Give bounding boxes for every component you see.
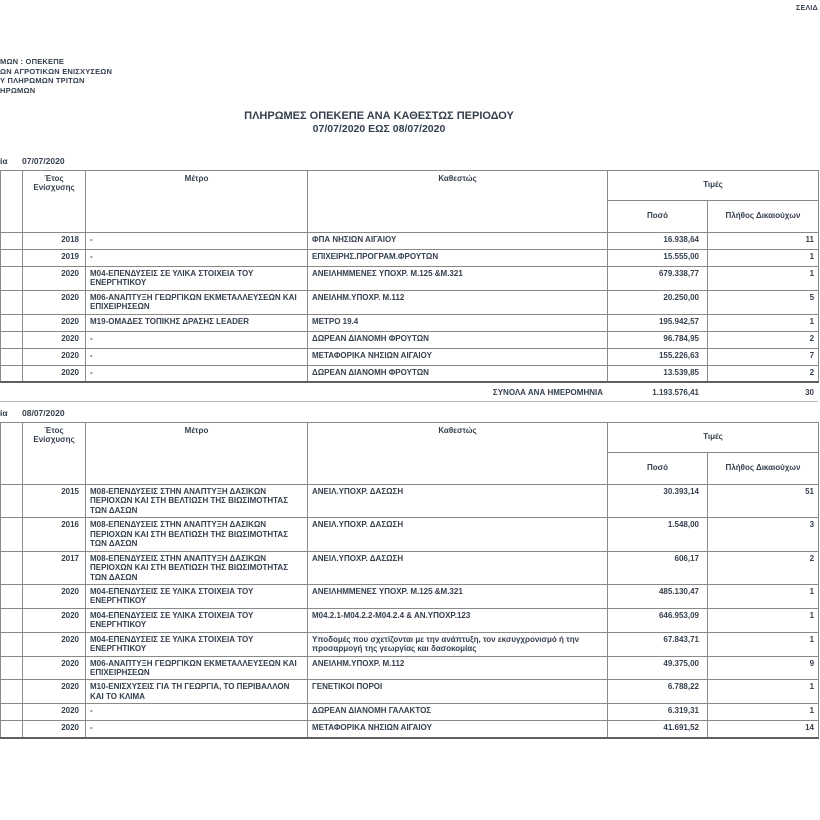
year-cell: 2020: [23, 267, 86, 291]
date-value: 08/07/2020: [22, 408, 65, 418]
row-prefix-cell: [1, 551, 23, 584]
totals-label: ΣΥΝΟΛΑ ΑΝΑ ΗΜΕΡΟΜΗΝΙΑ: [492, 388, 603, 398]
payments-table: [0, 170, 819, 383]
regime-cell: ΑΝΕΙΛΗΜΜΕΝΕΣ ΥΠΟΧΡ. Μ.125 &Μ.321: [308, 584, 608, 608]
column-header-measure: Μέτρο: [86, 171, 308, 233]
measure-cell: Μ04-ΕΠΕΝΔΥΣΕΙΣ ΣΕ ΥΛΙΚΑ ΣΤΟΙΧΕΙΑ ΤΟΥ ΕΝΕΡΓΗΤΙΚΟΥ: [86, 584, 308, 608]
year-cell: 2020: [23, 348, 86, 365]
year-cell: 2020: [23, 290, 86, 314]
row-prefix-cell: [1, 584, 23, 608]
measure-cell: Μ10-ΕΝΙΣΧΥΣΕΙΣ ΓΙΑ ΤΗ ΓΕΩΡΓΙΑ, ΤΟ ΠΕΡΙΒΑΛΛΟΝ ΚΑΙ ΤΟ ΚΛΙΜΑ: [86, 680, 308, 704]
org-header-line: Υ ΠΛΗΡΩΜΩΝ ΤΡΙΤΩΝ: [0, 76, 85, 85]
date-label-fragment: ία: [0, 156, 8, 166]
table-row: [1, 551, 819, 584]
table-row: [1, 365, 819, 382]
row-prefix-cell: [1, 656, 23, 680]
amount-cell: 1.548,00: [608, 518, 708, 551]
year-cell: 2020: [23, 680, 86, 704]
amount-cell: 195.942,57: [608, 314, 708, 331]
count-cell: 5: [708, 290, 819, 314]
regime-cell: ΑΝΕΙΛΗΜΜΕΝΕΣ ΥΠΟΧΡ. Μ.125 &Μ.321: [308, 267, 608, 291]
column-header-values: Τιμές: [608, 171, 819, 201]
row-prefix-cell: [1, 233, 23, 250]
column-header-regime: Καθεστώς: [308, 171, 608, 233]
measure-cell: -: [86, 365, 308, 382]
regime-cell: ΓΕΝΕΤΙΚΟΙ ΠΟΡΟΙ: [308, 680, 608, 704]
date-label: [0, 156, 818, 170]
count-cell: 3: [708, 518, 819, 551]
table-row: [1, 704, 819, 721]
count-cell: 1: [708, 584, 819, 608]
org-header-line: ΩΝ ΑΓΡΟΤΙΚΩΝ ΕΝΙΣΧΥΣΕΩΝ: [0, 66, 113, 76]
report-title: [0, 110, 758, 136]
count-cell: 2: [708, 365, 819, 382]
column-header-amount: Ποσό: [608, 201, 708, 233]
count-cell: 1: [708, 608, 819, 632]
row-prefix-cell: [1, 518, 23, 551]
table-row: [1, 632, 819, 656]
row-prefix-cell: [1, 267, 23, 291]
measure-cell: Μ08-ΕΠΕΝΔΥΣΕΙΣ ΣΤΗΝ ΑΝΑΠΤΥΞΗ ΔΑΣΙΚΩΝ ΠΕΡΙΟΧΩΝ ΚΑΙ ΣΤΗ ΒΕΛΤΙΩΣΗ ΤΗΣ ΒΙΩΣΙΜΟΤΗΤΑΣ ΤΩΝ ΔΑΣΩΝ: [86, 551, 308, 584]
year-cell: 2020: [23, 632, 86, 656]
count-cell: 1: [708, 314, 819, 331]
table-row: [1, 267, 819, 291]
year-cell: 2020: [23, 314, 86, 331]
payments-section-07-07-2020: [0, 156, 818, 402]
column-header-count: Πλήθος Δικαιούχων: [708, 453, 819, 485]
regime-cell: ΑΝΕΙΛ.ΥΠΟΧΡ. ΔΑΣΩΣΗ: [308, 485, 608, 518]
table-row: [1, 608, 819, 632]
measure-cell: Μ04-ΕΠΕΝΔΥΣΕΙΣ ΣΕ ΥΛΙΚΑ ΣΤΟΙΧΕΙΑ ΤΟΥ ΕΝΕΡΓΗΤΙΚΟΥ: [86, 608, 308, 632]
count-cell: 11: [708, 233, 819, 250]
table-row: [1, 721, 819, 738]
regime-cell: ΑΝΕΙΛΗΜ.ΥΠΟΧΡ. Μ.112: [308, 656, 608, 680]
payments-section-08-07-2020: [0, 408, 818, 739]
amount-cell: 646.953,09: [608, 608, 708, 632]
date-label: [0, 408, 818, 422]
count-cell: 51: [708, 485, 819, 518]
measure-cell: Μ06-ΑΝΑΠΤΥΞΗ ΓΕΩΡΓΙΚΩΝ ΕΚΜΕΤΑΛΛΕΥΣΕΩΝ ΚΑΙ ΕΠΙΧΕΙΡΗΣΕΩΝ: [86, 656, 308, 680]
measure-cell: Μ04-ΕΠΕΝΔΥΣΕΙΣ ΣΕ ΥΛΙΚΑ ΣΤΟΙΧΕΙΑ ΤΟΥ ΕΝΕΡΓΗΤΙΚΟΥ: [86, 632, 308, 656]
report-title-text: ΠΛΗΡΩΜΕΣ ΟΠΕΚΕΠΕ ΑΝΑ ΚΑΘΕΣΤΩΣ ΠΕΡΙΟΔΟΥ: [244, 110, 514, 122]
column-header-year: Έτος Ενίσχυσης: [23, 171, 86, 233]
table-row: [1, 656, 819, 680]
year-cell: 2020: [23, 331, 86, 348]
amount-cell: 41.691,52: [608, 721, 708, 738]
measure-cell: Μ19-ΟΜΑΔΕΣ ΤΟΠΙΚΗΣ ΔΡΑΣΗΣ LEADER: [86, 314, 308, 331]
org-header-line: ΜΩΝ : ΟΠΕΚΕΠΕ: [0, 57, 65, 66]
totals-amount: 1.193.576,41: [652, 388, 699, 398]
payments-table: [0, 422, 819, 739]
year-cell: 2019: [23, 250, 86, 267]
table-row: [1, 314, 819, 331]
table-row: [1, 250, 819, 267]
year-cell: 2020: [23, 584, 86, 608]
row-prefix-cell: [1, 608, 23, 632]
year-cell: 2017: [23, 551, 86, 584]
table-row: [1, 348, 819, 365]
measure-cell: -: [86, 331, 308, 348]
date-totals-row: [0, 383, 818, 402]
amount-cell: 16.938,64: [608, 233, 708, 250]
amount-cell: 6.319,31: [608, 704, 708, 721]
row-prefix-cell: [1, 632, 23, 656]
amount-cell: 96.784,95: [608, 331, 708, 348]
date-value: 07/07/2020: [22, 156, 65, 166]
year-cell: 2016: [23, 518, 86, 551]
measure-cell: Μ06-ΑΝΑΠΤΥΞΗ ΓΕΩΡΓΙΚΩΝ ΕΚΜΕΤΑΛΛΕΥΣΕΩΝ ΚΑΙ ΕΠΙΧΕΙΡΗΣΕΩΝ: [86, 290, 308, 314]
regime-cell: ΔΩΡΕΑΝ ΔΙΑΝΟΜΗ ΓΑΛΑΚΤΟΣ: [308, 704, 608, 721]
row-prefix-cell: [1, 680, 23, 704]
measure-cell: Μ08-ΕΠΕΝΔΥΣΕΙΣ ΣΤΗΝ ΑΝΑΠΤΥΞΗ ΔΑΣΙΚΩΝ ΠΕΡΙΟΧΩΝ ΚΑΙ ΣΤΗ ΒΕΛΤΙΩΣΗ ΤΗΣ ΒΙΩΣΙΜΟΤΗΤΑΣ ΤΩΝ ΔΑΣΩΝ: [86, 518, 308, 551]
regime-cell: ΑΝΕΙΛ.ΥΠΟΧΡ. ΔΑΣΩΣΗ: [308, 551, 608, 584]
regime-cell: ΔΩΡΕΑΝ ΔΙΑΝΟΜΗ ΦΡΟΥΤΩΝ: [308, 365, 608, 382]
regime-cell: ΜΕΤΑΦΟΡΙΚΑ ΝΗΣΙΩΝ ΑΙΓΑΙΟΥ: [308, 721, 608, 738]
report-period: 07/07/2020 ΕΩΣ 08/07/2020: [312, 123, 446, 135]
row-prefix-cell: [1, 348, 23, 365]
measure-cell: -: [86, 721, 308, 738]
count-cell: 14: [708, 721, 819, 738]
column-header-year: Έτος Ενίσχυσης: [23, 423, 86, 485]
row-prefix-cell: [1, 721, 23, 738]
date-label-fragment: ία: [0, 408, 8, 418]
amount-cell: 13.539,85: [608, 365, 708, 382]
year-cell: 2020: [23, 608, 86, 632]
table-row: [1, 485, 819, 518]
regime-cell: ΜΕΤΡΟ 19.4: [308, 314, 608, 331]
regime-cell: ΑΝΕΙΛ.ΥΠΟΧΡ. ΔΑΣΩΣΗ: [308, 518, 608, 551]
count-cell: 7: [708, 348, 819, 365]
row-prefix-cell: [1, 250, 23, 267]
column-header-measure: Μέτρο: [86, 423, 308, 485]
regime-cell: ΔΩΡΕΑΝ ΔΙΑΝΟΜΗ ΦΡΟΥΤΩΝ: [308, 331, 608, 348]
page-number-label: ΣΕΛΙΔ: [795, 5, 818, 12]
year-cell: 2015: [23, 485, 86, 518]
count-cell: 2: [708, 331, 819, 348]
row-prefix-cell: [1, 365, 23, 382]
regime-cell: Μ04.2.1-Μ04.2.2-Μ04.2.4 & ΑΝ.ΥΠΟΧΡ.123: [308, 608, 608, 632]
amount-cell: 67.843,71: [608, 632, 708, 656]
cropped-left-column-header: [1, 423, 23, 485]
row-prefix-cell: [1, 704, 23, 721]
count-cell: 2: [708, 551, 819, 584]
regime-cell: ΑΝΕΙΛΗΜ.ΥΠΟΧΡ. Μ.112: [308, 290, 608, 314]
table-header: [1, 171, 819, 233]
count-cell: 1: [708, 680, 819, 704]
count-cell: 1: [708, 704, 819, 721]
amount-cell: 606,17: [608, 551, 708, 584]
measure-cell: -: [86, 704, 308, 721]
year-cell: 2018: [23, 233, 86, 250]
count-cell: 9: [708, 656, 819, 680]
amount-cell: 20.250,00: [608, 290, 708, 314]
row-prefix-cell: [1, 331, 23, 348]
table-row: [1, 290, 819, 314]
measure-cell: -: [86, 233, 308, 250]
amount-cell: 49.375,00: [608, 656, 708, 680]
cropped-left-column-header: [1, 171, 23, 233]
table-row: [1, 518, 819, 551]
amount-cell: 485.130,47: [608, 584, 708, 608]
column-header-values: Τιμές: [608, 423, 819, 453]
amount-cell: 6.788,22: [608, 680, 708, 704]
regime-cell: ΕΠΙΧΕΙΡΗΣ.ΠΡΟΓΡΑΜ.ΦΡΟΥΤΩΝ: [308, 250, 608, 267]
year-cell: 2020: [23, 704, 86, 721]
column-header-amount: Ποσό: [608, 453, 708, 485]
amount-cell: 679.338,77: [608, 267, 708, 291]
amount-cell: 30.393,14: [608, 485, 708, 518]
regime-cell: ΜΕΤΑΦΟΡΙΚΑ ΝΗΣΙΩΝ ΑΙΓΑΙΟΥ: [308, 348, 608, 365]
year-cell: 2020: [23, 721, 86, 738]
org-header: [0, 57, 112, 95]
amount-cell: 15.555,00: [608, 250, 708, 267]
measure-cell: Μ08-ΕΠΕΝΔΥΣΕΙΣ ΣΤΗΝ ΑΝΑΠΤΥΞΗ ΔΑΣΙΚΩΝ ΠΕΡΙΟΧΩΝ ΚΑΙ ΣΤΗ ΒΕΛΤΙΩΣΗ ΤΗΣ ΒΙΩΣΙΜΟΤΗΤΑΣ ΤΩΝ ΔΑΣΩΝ: [86, 485, 308, 518]
count-cell: 1: [708, 267, 819, 291]
table-row: [1, 233, 819, 250]
row-prefix-cell: [1, 290, 23, 314]
count-cell: 1: [708, 250, 819, 267]
column-header-count: Πλήθος Δικαιούχων: [708, 201, 819, 233]
regime-cell: Υποδομές που σχετίζονται με την ανάπτυξη, τον εκσυγχρονισμό ή την προσαρμογή της γεωργίας και δασοκομίας: [308, 632, 608, 656]
table-row: [1, 584, 819, 608]
year-cell: 2020: [23, 656, 86, 680]
row-prefix-cell: [1, 314, 23, 331]
table-row: [1, 680, 819, 704]
count-cell: 1: [708, 632, 819, 656]
org-header-line: ΗΡΩΜΩΝ: [0, 85, 36, 95]
amount-cell: 155.226,63: [608, 348, 708, 365]
measure-cell: -: [86, 250, 308, 267]
measure-cell: -: [86, 348, 308, 365]
regime-cell: ΦΠΑ ΝΗΣΙΩΝ ΑΙΓΑΙΟΥ: [308, 233, 608, 250]
table-row: [1, 331, 819, 348]
year-cell: 2020: [23, 365, 86, 382]
measure-cell: Μ04-ΕΠΕΝΔΥΣΕΙΣ ΣΕ ΥΛΙΚΑ ΣΤΟΙΧΕΙΑ ΤΟΥ ΕΝΕΡΓΗΤΙΚΟΥ: [86, 267, 308, 291]
column-header-regime: Καθεστώς: [308, 423, 608, 485]
row-prefix-cell: [1, 485, 23, 518]
table-header: [1, 423, 819, 485]
totals-count: 30: [805, 388, 814, 398]
